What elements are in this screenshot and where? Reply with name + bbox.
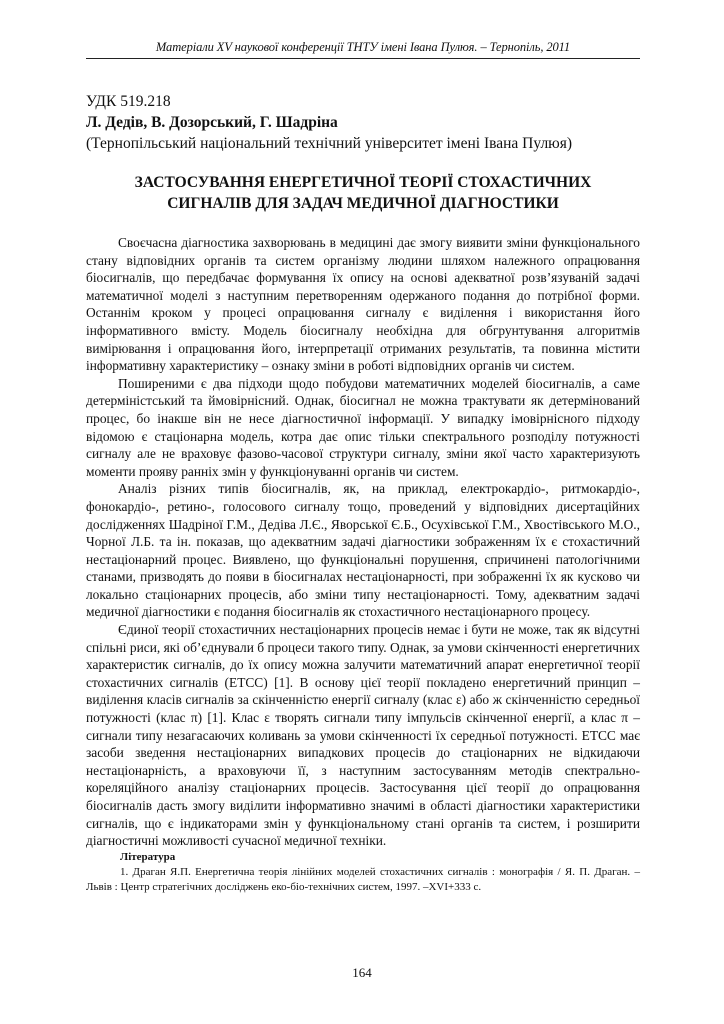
authors: Л. Дедів, В. Дозорський, Г. Шадріна [86,114,338,131]
references-title: Література [120,850,176,863]
paragraph: Своєчасна діагностика захворювань в медицині дає змогу виявити зміни функціонального стану відповідних органів та систем організму людини шляхом належного опрацювання біосигналів, що передбачає формування їх опису на основі адекватної розв’язуваній задачі математичної моделі з наступним перетворенням одержаного подання до потрібної форми. Останнім кроком у процесі опрацювання сигналу є виділення і використання його інформативного вмісту. Модель біосигналу необхідна для обгрунтування алгоритмів вимірювання і опрацювання його, інтерпретації отриманих результатів, та повинна містити інформативну характеристику – ознаку зміни в роботі відповідних органів чи систем. [86,235,640,374]
article-title: ЗАСТОСУВАННЯ ЕНЕРГЕТИЧНОЇ ТЕОРІЇ СТОХАСТИЧНИХ СИГНАЛІВ ДЛЯ ЗАДАЧ МЕДИЧНОЇ ДІАГНОСТИКИ [134,174,592,212]
paragraph: Поширеними є два підходи щодо побудови математичних моделей біосигналів, а саме детерміністський та ймовірнісний. Однак, біосигнал не можна трактувати як детермінований процес, бо інакше він не несе діагностичної інформації. У випадку імовірнісного підходу відомою є стаціонарна модель, котра дає опис тільки спектрального розподілу потужності сигналу але не враховує фазово-часової структури сигналу, зміни якої часто характеризують моменти прояву ранніх змін у функціонуванні органів чи систем. [86,375,640,479]
paragraph: Єдиної теорії стохастичних нестаціонарних процесів немає і бути не може, так як відсутні спільні риси, які об’єднували б процеси такого типу. Однак, за умови скінченності енергетичних характеристик сигналів, до їх опису можна залучити математичний апарат енергетичної теорії стохастичних сигналів (ЕТСС) [1]. В основу цієї теорії покладено енергетичний принцип – виділення класів сигналів за скінченністю енергії сигналу (клас ε) або ж скінченністю середньої потужності (клас π) [1]. Клас ε творять сигнали типу імпульсів скінченної енергії, а клас π – сигнали типу незагасаючих коливань за умови скінченності їх середньої потужності. ЕТСС має засоби зведення нестаціонарних випадкових процесів до стаціонарних не відкидаючи нестаціонарність, а враховуючи її, з наступним застосуванням методів спектрально-кореляційного аналізу стаціонарних процесів. Застосування цієї теорії до опрацювання біосигналів дасть змогу виділити інформативно значимі в області діагностики характеристики сигналів, що є індикаторами змін у функціональному стані органів та систем, і розширити діагностичні можливості сучасної медичної техніки. [86,622,640,849]
udc-code: УДК 519.218 [86,93,171,110]
article-body [86,234,640,850]
paragraph: Аналіз різних типів біосигналів, як, на приклад, електрокардіо-, ритмокардіо-, фонокардіо-, ретино-, голосового сигналу тощо, проведений у відповідних дисертаційних дослідженнях Шадріної Г.М., Дедіва Л.Є., Яворської Є.Б., Осухівської Г.М., Хвостівського М.О., Чорної Л.Б. та ін. показав, що адекватним задачі діагностики зображенням їх є стохастичний нестаціонарний процес. Виявлено, що функціональні порушення, спричинені патологічними станами, призводять до появи в біосигналах нестаціонарності, при зображенні їх як кусково чи локально стаціонарних процесів, або зміни типу нестаціонарності. Тому, адекватним задачі медичної діагностики є подання біосигналів як стохастичного нестаціонарного процесу. [86,481,640,620]
page-content [86,40,640,895]
page-number: 164 [352,965,372,980]
reference-item: 1. Драган Я.П. Енергетична теорія лінійних моделей стохастичних сигналів : монографія / Я. П. Драган. – Львів : Центр стратегічних досліджень еко-біо-технічних систем, 1997. –XVI+333 с. [86,865,640,893]
affiliation: (Тернопільський національний технічний університет імені Івана Пулюя) [86,135,573,152]
running-head: Матеріали XV наукової конференції ТНТУ імені Івана Пулюя. – Тернопіль, 2011 [86,40,640,59]
